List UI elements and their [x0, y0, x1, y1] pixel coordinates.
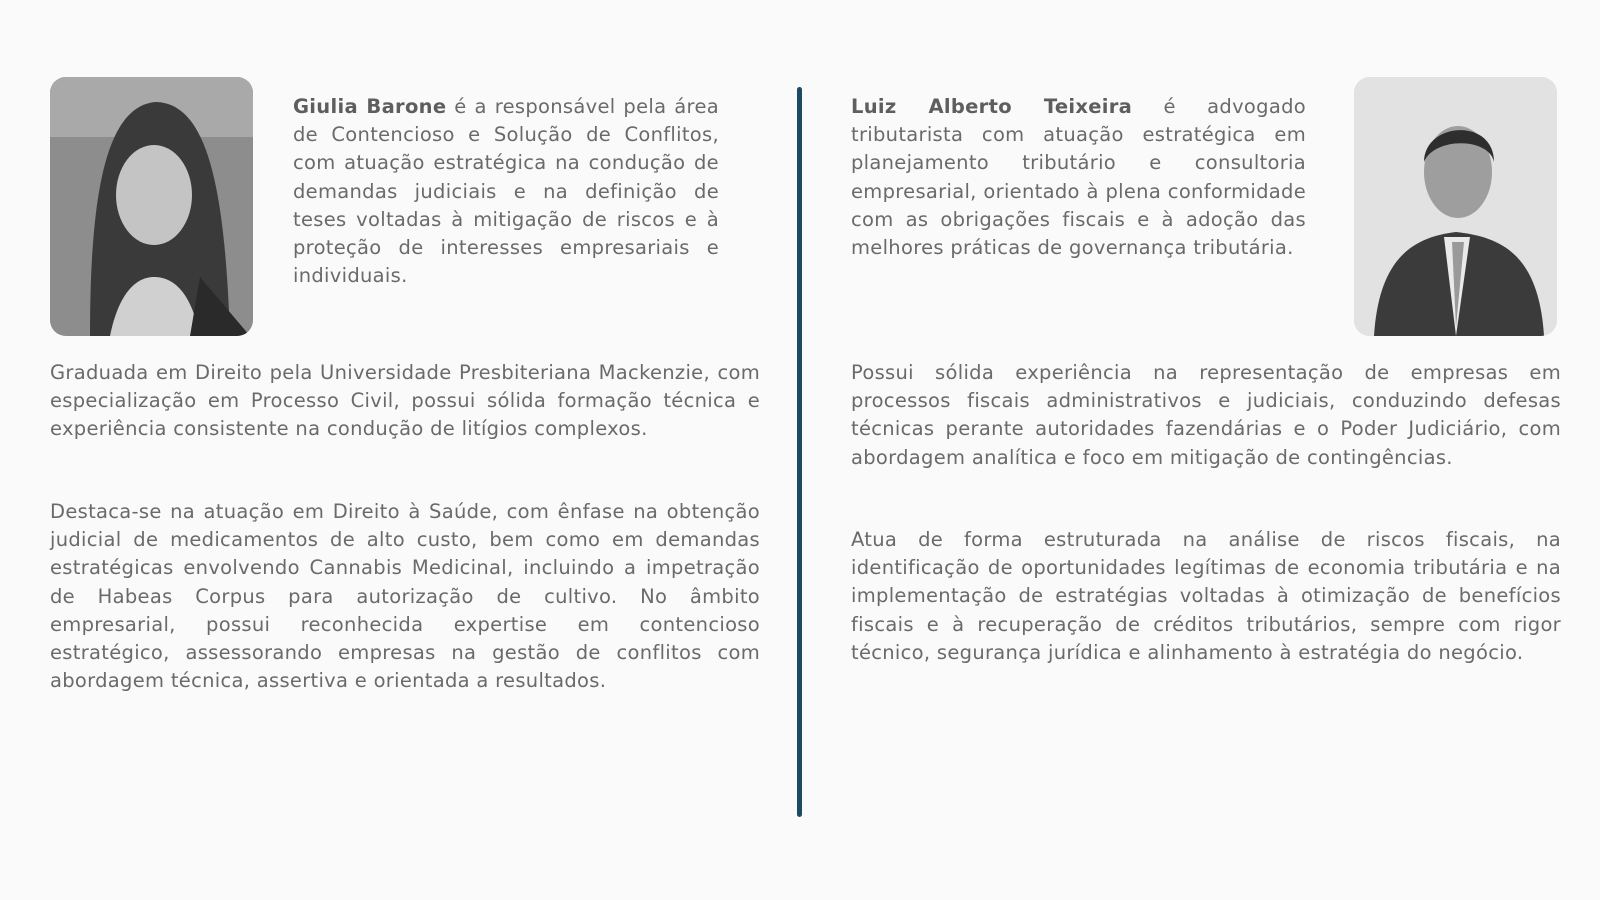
intro-text: é advogado tributarista com atuação estratégica em planejamento tributário e consultoria empresarial, orientado à plena conformidade com as obrigações fiscais e à adoção das melhores práticas de governança tributária.	[851, 95, 1306, 260]
man-portrait-image	[1354, 77, 1557, 336]
name-giulia-barone: Giulia Barone	[293, 95, 447, 118]
bio-paragraph-1-left: Graduada em Direito pela Universidade Presbiteriana Mackenzie, com especialização em Processo Civil, possui sólida formação técnica e experiência consistente na condução de litígios complexos.	[50, 361, 760, 441]
bio-paragraph-2-right: Atua de forma estruturada na análise de riscos fiscais, na identificação de oportunidades legítimas de economia tributária e na implementação de estratégias voltadas à otimização de benefícios fiscais e à recuperação de créditos tributários, sempre com rigor técnico, segurança jurídica e alinhamento à estratégia do negócio.	[851, 528, 1561, 664]
portrait-luiz-alberto-teixeira	[1354, 77, 1557, 336]
intro-giulia-barone	[293, 93, 719, 290]
bio-paragraph-2-left: Destaca-se na atuação em Direito à Saúde, com ênfase na obtenção judicial de medicamentos de alto custo, bem como em demandas estratégicas envolvendo Cannabis Medicinal, incluindo a impetração de Habeas Corpus para autorização de cultivo. No âmbito empresarial, possui reconhecida expertise em contencioso estratégico, assessorando empresas na gestão de conflitos com abordagem técnica, assertiva e orientada a resultados.	[50, 500, 760, 693]
bio-paragraph-1-right: Possui sólida experiência na representação de empresas em processos fiscais administrativos e judiciais, conduzindo defesas técnicas perante autoridades fazendárias e o Poder Judiciário, com abordagem analítica e foco em mitigação de contingências.	[851, 361, 1561, 469]
vertical-divider	[797, 87, 802, 817]
portrait-giulia-barone	[50, 77, 253, 336]
intro-text: é a responsável pela área de Contencioso e Solução de Conflitos, com atuação estratégica na condução de demandas judiciais e na definição de teses voltadas à mitigação de riscos e à proteção de interesses empresariais e individuais.	[293, 95, 719, 288]
woman-portrait-image	[50, 77, 253, 336]
name-luiz-alberto-teixeira: Luiz Alberto Teixeira	[851, 95, 1133, 118]
intro-luiz-alberto-teixeira	[851, 93, 1306, 262]
